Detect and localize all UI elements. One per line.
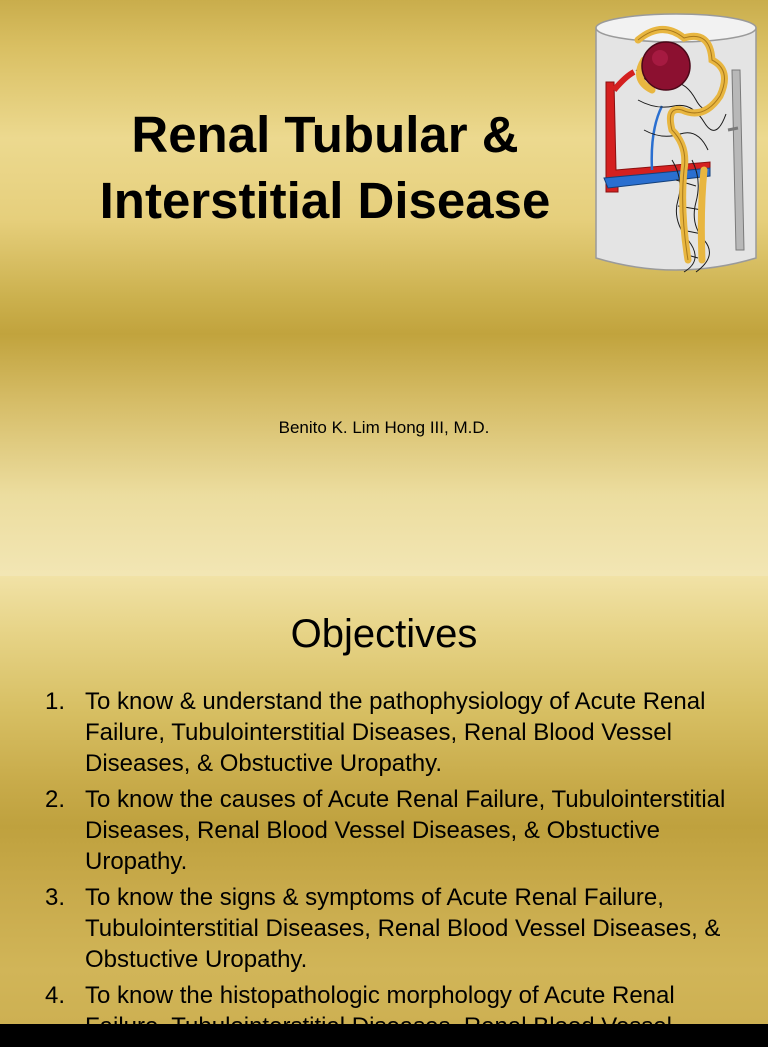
slide-title <box>30 102 620 234</box>
list-item-number: 1. <box>45 688 66 715</box>
list-item <box>45 882 755 975</box>
objectives-list <box>45 686 755 1047</box>
list-item <box>45 980 755 1042</box>
list-item-number: 3. <box>45 884 66 911</box>
title-line-1: Renal Tubular & <box>131 106 519 163</box>
title-line-2: Interstitial Disease <box>99 172 551 229</box>
list-item <box>45 686 755 779</box>
list-item-text: To know the causes of Acute Renal Failure, Tubulointerstitial Diseases, Renal Blood Vessel Diseases, & Obstuctive Uropathy. <box>85 786 726 875</box>
list-item-number: 4. <box>45 982 66 1009</box>
list-item <box>45 784 755 877</box>
objectives-slide <box>0 576 768 1040</box>
list-item-text: To know the histopathologic morphology of Acute Renal Failure, Tubulointerstitial Diseases, Renal Blood Vessel <box>85 982 675 1040</box>
author-name: Benito K. Lim Hong III, M.D. <box>278 418 490 437</box>
list-item-text: To know the signs & symptoms of Acute Renal Failure, Tubulointerstitial Diseases, Renal Blood Vessel Diseases, & Obstuctive Uropathy. <box>85 884 721 973</box>
list-item-text: To know & understand the pathophysiology of Acute Renal Failure, Tubulointerstitial Diseases, Renal Blood Vessel Diseases, & Obstuctive Uropathy. <box>85 688 706 777</box>
nephron-illustration <box>592 10 760 280</box>
objectives-heading: Objectives <box>290 612 478 656</box>
list-item-number: 2. <box>45 786 66 813</box>
